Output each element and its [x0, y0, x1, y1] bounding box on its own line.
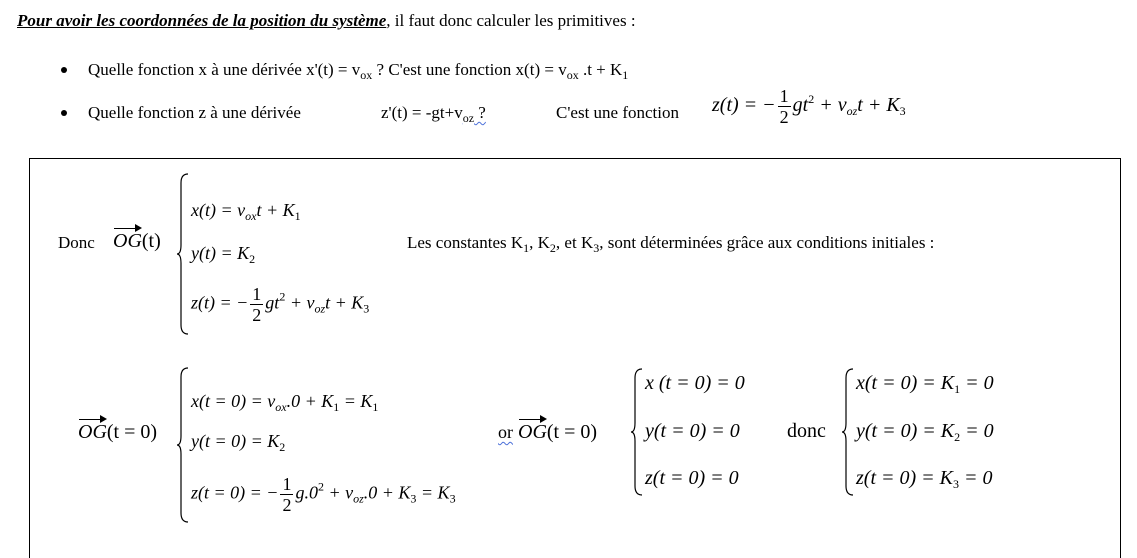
sys1-line1 [191, 200, 301, 224]
donc-label: Donc [58, 233, 95, 252]
sys4-l3b: = 0 [959, 467, 993, 489]
sys2-l1a: x(t = 0) = v [191, 391, 276, 411]
bullet2-frac-num: 1 [779, 86, 789, 106]
bullet2-answer-label: C'est une fonction [556, 103, 679, 122]
sys3-line3: z(t = 0) = 0 [645, 467, 739, 489]
sys4-l2k: 2 [954, 430, 961, 444]
sys1-l3b: gt [265, 292, 280, 313]
const-d: , sont déterminées grâce aux conditions initiales : [599, 233, 935, 252]
sys1-line2 [191, 243, 255, 267]
bullet2-formula-v: + v [814, 94, 847, 117]
donc2-label: donc [787, 420, 826, 442]
bullet-dot-2 [61, 110, 67, 116]
sys1-frac-num: 1 [252, 284, 262, 304]
sys2-l3k: 3 [410, 491, 417, 506]
sys2-l1b: .0 + K [286, 391, 334, 411]
sys2-l3k2: 3 [449, 491, 456, 506]
bullet2-formula [712, 86, 906, 127]
bullet2-formula-lhs: z(t) = − [712, 94, 776, 117]
bullet2-formula-sub: oz [846, 104, 858, 119]
bullet2-fraction [778, 86, 791, 127]
sys2-l3a: z(t = 0) = − [191, 482, 279, 503]
og-vector-name: OG [113, 224, 142, 253]
intro-line [17, 11, 636, 31]
bullet2-deriv-text: z'(t) = -gt+v [381, 103, 463, 122]
sys3-line2: y(t = 0) = 0 [645, 420, 740, 442]
const-b: , K [529, 233, 550, 252]
constants-sentence [407, 233, 934, 256]
sys4-line2 [856, 420, 994, 445]
sys4-l1k: 1 [954, 382, 961, 396]
bullet2-question: Quelle fonction z à une dérivée [88, 103, 301, 122]
sys4-l1a: x(t = 0) = K [856, 372, 955, 394]
system-brace-3 [630, 368, 644, 496]
sys2-line1 [191, 391, 378, 415]
const-a: Les constantes K [407, 233, 524, 252]
bullet1-a-end: .t + K [578, 60, 623, 79]
sys1-l1a: x(t) = v [191, 200, 246, 220]
system-brace-4 [841, 368, 855, 496]
const-k3: 3 [593, 241, 600, 255]
sys1-l3k: 3 [363, 301, 370, 316]
bullet2-frac-den: 2 [779, 107, 789, 127]
sys2-l2a: y(t = 0) = K [191, 431, 280, 451]
bullet2-deriv-end: ? [474, 103, 486, 122]
sys2-line2 [191, 431, 285, 455]
intro-rest: , il faut donc calculer les primitives : [386, 11, 636, 30]
bullet1-a-k: 1 [622, 68, 629, 82]
sys4-line1 [856, 372, 994, 397]
sys1-l2k: 2 [249, 252, 256, 266]
sys1-l3c: + v [285, 292, 315, 313]
bullet2-formula-k: t + K [857, 94, 900, 117]
bullet2-formula-gt: gt [792, 94, 809, 117]
sys1-line3 [191, 284, 369, 325]
sys2-l1s: ox [275, 400, 287, 414]
const-k2: 2 [549, 241, 556, 255]
og0-vector-arg: (t = 0) [106, 421, 158, 443]
const-c: , et K [555, 233, 594, 252]
og1-vector-name: OG [518, 415, 547, 444]
sys1-l3a: z(t) = − [191, 292, 249, 313]
sys1-frac-den: 2 [252, 305, 262, 325]
sys2-l1c: = K [339, 391, 373, 411]
og1-vector [498, 415, 597, 444]
og1-vector-arg: (t = 0) [546, 421, 598, 443]
sys1-l1k: 1 [294, 209, 301, 223]
sys4-l2a: y(t = 0) = K [856, 420, 955, 442]
sys2-l3d: .0 + K [363, 482, 411, 503]
system-brace-2 [176, 367, 190, 523]
bullet1-question: Quelle fonction x à une dérivée x'(t) = v [88, 60, 361, 79]
bullet2-formula-sup: 2 [808, 92, 815, 107]
sys2-line3 [191, 474, 456, 515]
sys2-fraction [280, 474, 293, 515]
const-k1: 1 [523, 241, 530, 255]
sys1-l1s: ox [245, 209, 257, 223]
og-vector-arg: (t) [141, 230, 161, 252]
sys2-l2k: 2 [279, 440, 286, 454]
sys2-frac-num: 1 [282, 474, 292, 494]
bullet1-a-sub: ox [566, 68, 579, 82]
sys2-l1k: 1 [333, 400, 340, 414]
sys4-line3 [856, 467, 993, 492]
bullet-dot-1 [61, 67, 67, 73]
sys1-l2a: y(t) = K [191, 243, 250, 263]
sys2-l3s: oz [353, 491, 364, 506]
sys2-l3e: = K [416, 482, 450, 503]
bullet2-formula-k-sub: 3 [899, 104, 906, 119]
bullet2-derivative [381, 103, 486, 126]
bullet1-q-sub: ox [360, 68, 373, 82]
sys4-l1b: = 0 [960, 372, 994, 394]
sys2-l3c: + v [323, 482, 354, 503]
og0-vector-name: OG [78, 415, 107, 444]
sys1-l3s: oz [314, 301, 326, 316]
system-brace-1 [176, 173, 190, 335]
bullet-line-1 [88, 60, 628, 83]
sys3-line1: x (t = 0) = 0 [645, 372, 745, 394]
or-label: or [498, 422, 513, 442]
sys1-l3d: t + K [325, 292, 364, 313]
bullet1-q-end: ? C'est une fonction x(t) = v [372, 60, 567, 79]
sys2-l1k2: 1 [372, 400, 379, 414]
sys2-l3sup: 2 [317, 479, 324, 494]
bullet2-deriv-sub: oz [462, 111, 475, 125]
sys1-fraction [250, 284, 263, 325]
sys1-l3sup: 2 [279, 289, 286, 304]
sys4-l3a: z(t = 0) = K [856, 467, 953, 489]
sys4-l2b: = 0 [960, 420, 994, 442]
sys1-l1b: t + K [256, 200, 295, 220]
sys2-frac-den: 2 [282, 495, 292, 515]
sys4-l3k: 3 [953, 477, 959, 491]
og-vector [113, 224, 161, 253]
sys2-l3b: g.0 [295, 482, 318, 503]
og0-vector [78, 415, 157, 444]
intro-bold: Pour avoir les coordonnées de la position du système [17, 11, 387, 30]
